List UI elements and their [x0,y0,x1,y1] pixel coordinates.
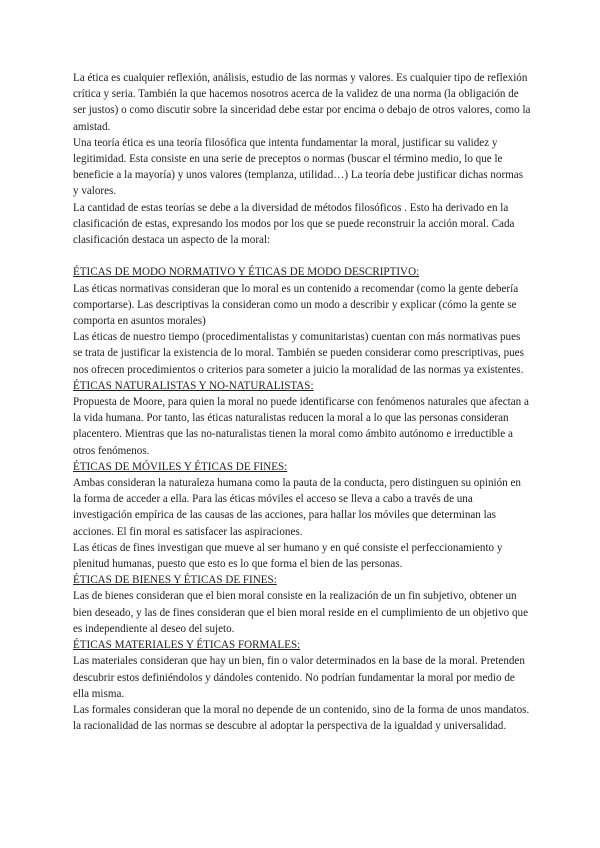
section-heading-materiales: ÉTICAS MATERIALES Y ÉTICAS FORMALES: [73,639,301,652]
section-paragraph: Ambas consideran la naturaleza humana como la pauta de la conducta, pero distinguen su opinión en la forma de acceder a ella. Para las éticas móviles el acceso se lleva a cabo a través de una investigación empírica de las causas de las acciones, para hallar los móviles que determinan las acciones. El fin moral es satisfacer las aspiraciones. [73,477,521,538]
section-heading-naturalistas: ÉTICAS NATURALISTAS Y NO-NATURALISTAS: [73,379,314,392]
intro-paragraph-1: La ética es cualquier reflexión, análisis, estudio de las normas y valores. Es cualquier tipo de reflexión crítica y seria. También la que hacemos nosotros acerca de la validez de una norma (la obligación de ser justos) o como discutir sobre la sinceridad debe estar por encima o debajo de otros valores, como la amistad. [73,72,531,133]
section-paragraph: Las éticas de nuestro tiempo (procedimentalistas y comunitaristas) cuentan con más normativas pues se trata de justificar la existencia de lo moral. También se pueden considerar como prescriptivas, pues nos ofrecen procedimientos o criterios para someter a juicio la moralidad de las normas ya existentes. [73,331,524,376]
section-paragraph: Las éticas normativas consideran que lo moral es un contenido a recomendar (como la gente debería comportarse). Las descriptivas la consideran como un modo a describir y explicar (cómo la gente se comporta en asuntos morales) [73,282,519,328]
document-page [73,70,531,734]
section-paragraph: Las materiales consideran que hay un bien, fin o valor determinados en la base de la moral. Pretenden descubrir estos definiéndolos y dándoles contenido. No podrían fundamentar la moral por medio de ella misma. [73,655,525,700]
section-heading-moviles: ÉTICAS DE MÓVILES Y ÉTICAS DE FINES: [73,460,288,473]
intro-paragraph-2: Una teoría ética es una teoría filosófica que intenta fundamentar la moral, justificar su validez y legitimidad. Esta consiste en una serie de preceptos o normas (buscar el término medio, lo que le beneficie a la mayoría) y unos valores (templanza, utilidad…) La teoría debe justificar dichas normas y valores. [73,136,524,198]
section-paragraph: Las éticas de fines investigan que mueve al ser humano y en qué consiste el perfeccionamiento y plenitud humanas, puesto que esto es lo que forma el bien de las personas. [73,541,503,571]
section-paragraph: Propuesta de Moore, para quien la moral no puede identificarse con fenómenos naturales que afectan a la vida humana. Por tanto, las éticas naturalistas reducen la moral a lo que las personas consideran placentero. Mientras que las no-naturalistas tienen la moral como ámbito autónomo e irreductible a otros fenómenos. [73,396,529,457]
intro-paragraph-3: La cantidad de estas teorías se debe a la diversidad de métodos filosóficos . Esto ha derivado en la clasificación de estas, expresando los modos por los que se puede reconstruir la acción moral. Cada clasificación destaca un aspecto de la moral: [73,201,515,247]
section-heading-bienes: ÉTICAS DE BIENES Y ÉTICAS DE FINES: [73,574,277,587]
section-paragraph: Las de bienes consideran que el bien moral consiste en la realización de un fin subjetivo, obtener un bien deseado, y las de fines consideran que el bien moral reside en el cumplimiento de un objetivo que es independiente al deseo del sujeto. [73,590,529,635]
section-heading-normativo: ÉTICAS DE MODO NORMATIVO Y ÉTICAS DE MODO DESCRIPTIVO: [73,266,420,279]
blank-line [73,248,531,264]
section-paragraph: Las formales consideran que la moral no depende de un contenido, sino de la forma de unos mandatos. la racionalidad de las normas se descubre al adoptar la perspectiva de la igualdad y universalidad. [73,703,530,733]
